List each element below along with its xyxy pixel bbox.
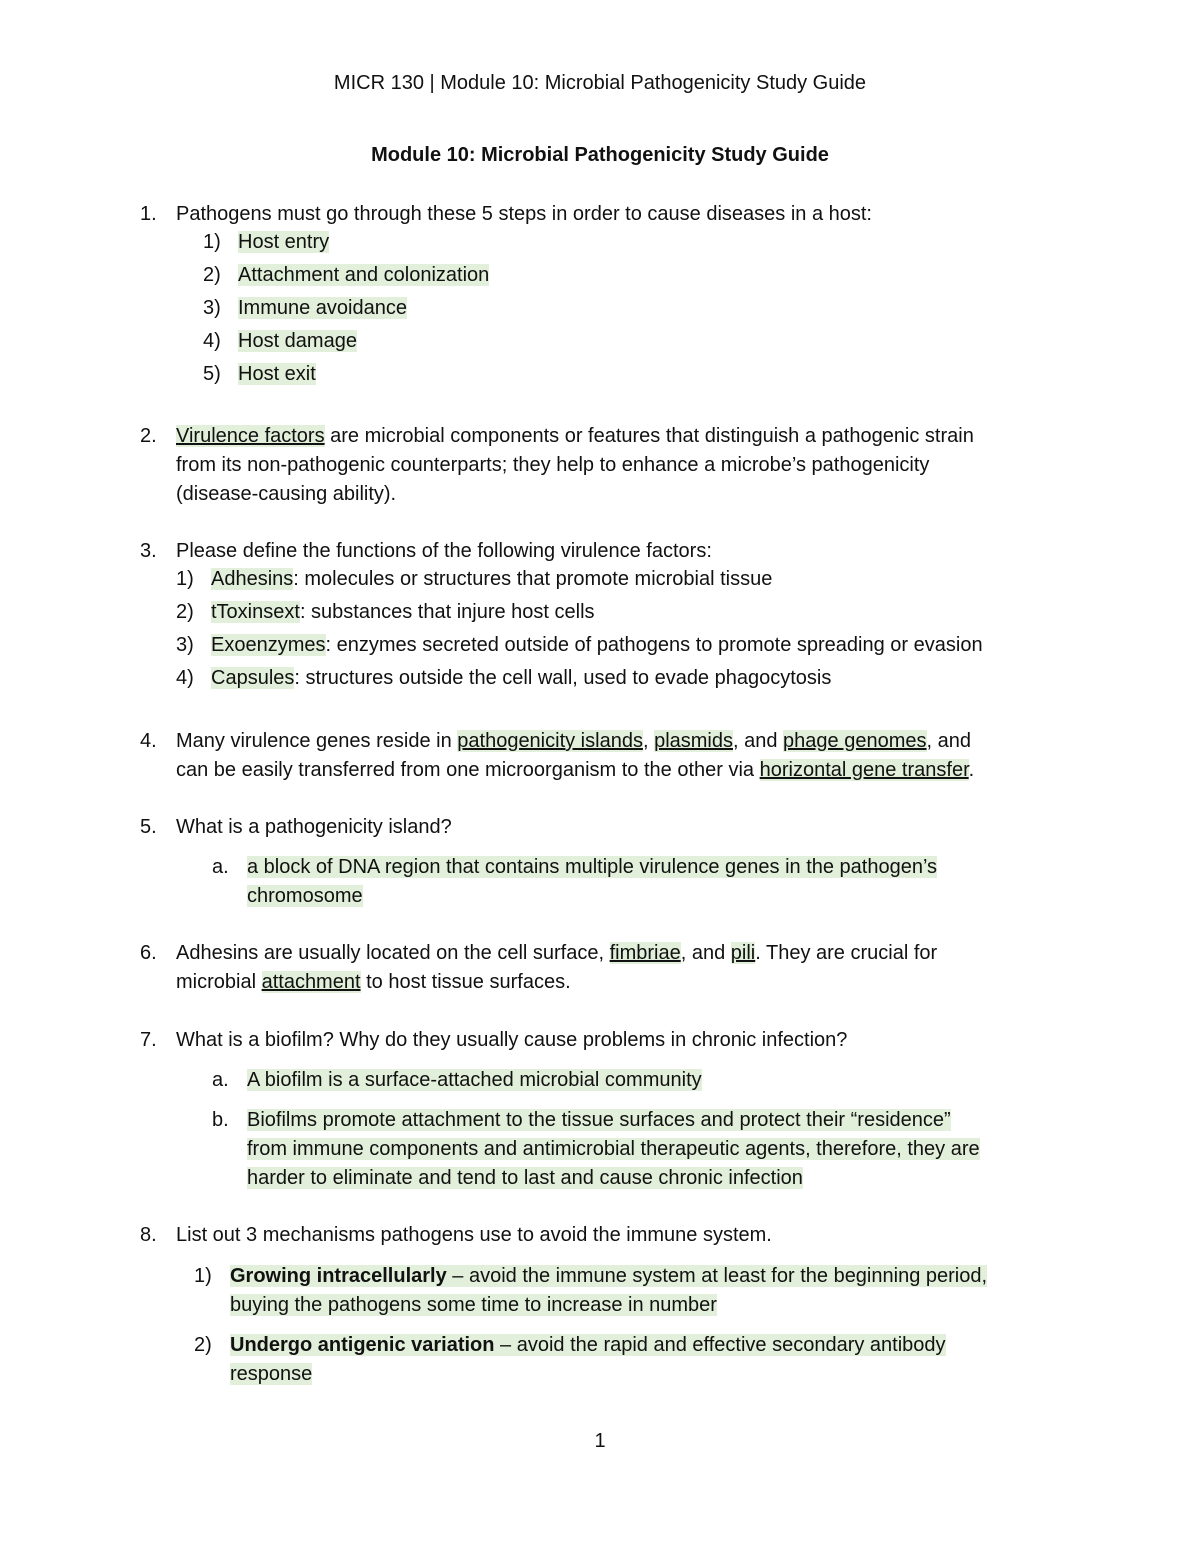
q6-text-a: Adhesins are usually located on the cell surface, — [176, 942, 610, 964]
q8-item-2-text-2: response — [230, 1363, 313, 1385]
q7-answer-a: A biofilm is a surface-attached microbial community — [247, 1069, 702, 1091]
question-5-number: 5. — [140, 816, 157, 838]
question-6-line-2 — [176, 968, 571, 996]
page-header: MICR 130 | Module 10: Microbial Pathogenicity Study Guide — [333, 72, 867, 94]
question-6-line-1 — [176, 939, 937, 967]
question-2-line-1 — [176, 422, 974, 450]
q3-item-3-number: 3) — [176, 634, 194, 656]
q4-text-c: , and — [733, 730, 784, 752]
question-2-line-2: from its non-pathogenic counterparts; they help to enhance a microbe’s pathogenicity — [176, 454, 930, 476]
question-3-text: Please define the functions of the following virulence factors: — [176, 540, 712, 562]
q4-answer-plasmids: plasmids — [654, 730, 733, 752]
q8-item-1-bold: Growing intracellularly — [230, 1265, 447, 1287]
q6-text-b: , and — [680, 942, 731, 964]
q4-text-f: . — [968, 759, 975, 781]
question-2-line-3: (disease-causing ability). — [176, 483, 397, 505]
q1-item-1-answer: Host entry — [238, 231, 330, 253]
q8-item-2-bold: Undergo antigenic variation — [230, 1334, 495, 1356]
q7-answer-b-line-1: Biofilms promote attachment to the tissue surfaces and protect their “residence” — [247, 1109, 951, 1131]
q2-term-answer: Virulence factors — [176, 425, 325, 447]
q6-answer-pili: pili — [730, 942, 756, 964]
q8-item-2-number: 2) — [194, 1334, 212, 1356]
q6-text-c: . They are crucial for — [755, 942, 938, 964]
q1-item-5-answer: Host exit — [238, 363, 316, 385]
question-2-number: 2. — [140, 425, 157, 447]
q8-item-1-answer — [230, 1265, 987, 1287]
question-8-text: List out 3 mechanisms pathogens use to avoid the immune system. — [176, 1224, 772, 1246]
page-number: 1 — [594, 1430, 606, 1452]
q7-answer-b-label: b. — [212, 1109, 229, 1131]
question-1-number: 1. — [140, 203, 157, 225]
q4-answer-phage-genomes: phage genomes — [783, 730, 927, 752]
q8-item-1-line-1 — [230, 1262, 987, 1290]
question-6-number: 6. — [140, 942, 157, 964]
question-4-line-1 — [176, 727, 971, 755]
question-3-number: 3. — [140, 540, 157, 562]
q5-answer-line-1: a block of DNA region that contains multiple virulence genes in the pathogen’s — [247, 856, 938, 878]
page-title: Module 10: Microbial Pathogenicity Study Guide — [371, 144, 829, 166]
q3-item-2-term: tToxinsext — [211, 601, 300, 623]
q4-text-b: , — [642, 730, 655, 752]
q4-text-d: , and — [926, 730, 971, 752]
q3-item-4-def: : structures outside the cell wall, used to evade phagocytosis — [294, 667, 832, 689]
q4-text-e: can be easily transferred from one microorganism to the other via — [176, 759, 760, 781]
q1-item-2-answer: Attachment and colonization — [238, 264, 490, 286]
q1-item-2-number: 2) — [203, 264, 221, 286]
question-8-number: 8. — [140, 1224, 157, 1246]
q3-item-1 — [211, 565, 772, 593]
q3-item-3-term: Exoenzymes — [211, 634, 326, 656]
q1-item-4-number: 4) — [203, 330, 221, 352]
q1-item-3-answer: Immune avoidance — [238, 297, 407, 319]
q8-item-2-answer — [230, 1334, 946, 1356]
q1-item-1-number: 1) — [203, 231, 221, 253]
q3-item-2-def: : substances that injure host cells — [299, 601, 595, 623]
question-7-text: What is a biofilm? Why do they usually cause problems in chronic infection? — [176, 1029, 848, 1051]
q7-answer-a-label: a. — [212, 1069, 229, 1091]
q6-answer-fimbriae: fimbriae — [609, 942, 681, 964]
question-5-text: What is a pathogenicity island? — [176, 816, 452, 838]
q3-item-3 — [211, 631, 983, 659]
q6-answer-attachment: attachment — [261, 971, 361, 993]
q3-item-3-def: : enzymes secreted outside of pathogens to promote spreading or evasion — [325, 634, 983, 656]
q6-text-e: to host tissue surfaces. — [360, 971, 571, 993]
q8-item-1-text-2: buying the pathogens some time to increase in number — [230, 1294, 717, 1316]
question-7-number: 7. — [140, 1029, 157, 1051]
q6-text-d: microbial — [176, 971, 262, 993]
q8-item-2-line-1 — [230, 1331, 946, 1359]
q2-text-1: are microbial components or features that distinguish a pathogenic strain — [324, 425, 974, 447]
q8-item-1-text-1: – avoid the immune system at least for the beginning period, — [446, 1265, 988, 1287]
q3-item-4 — [211, 664, 831, 692]
q4-answer-horizontal-gene-transfer: horizontal gene transfer — [759, 759, 969, 781]
question-4-line-2 — [176, 756, 974, 784]
q3-item-4-term: Capsules — [211, 667, 295, 689]
q8-item-2-text-1: – avoid the rapid and effective secondary antibody — [494, 1334, 946, 1356]
q1-item-5-number: 5) — [203, 363, 221, 385]
q3-item-2-number: 2) — [176, 601, 194, 623]
q1-item-3-number: 3) — [203, 297, 221, 319]
q4-answer-pathogenicity-islands: pathogenicity islands — [457, 730, 643, 752]
q7-answer-b-line-3: harder to eliminate and tend to last and cause chronic infection — [247, 1167, 803, 1189]
q1-item-4-answer: Host damage — [238, 330, 357, 352]
question-4-number: 4. — [140, 730, 157, 752]
question-1-text: Pathogens must go through these 5 steps in order to cause diseases in a host: — [176, 203, 872, 225]
q3-item-1-number: 1) — [176, 568, 194, 590]
q3-item-2 — [211, 598, 595, 626]
q7-answer-b-line-2: from immune components and antimicrobial therapeutic agents, therefore, they are — [247, 1138, 980, 1160]
q3-item-1-term: Adhesins — [211, 568, 294, 590]
q5-answer-label: a. — [212, 856, 229, 878]
q8-item-1-number: 1) — [194, 1265, 212, 1287]
q5-answer-line-2: chromosome — [247, 885, 363, 907]
q4-text-a: Many virulence genes reside in — [176, 730, 458, 752]
q3-item-1-def: : molecules or structures that promote microbial tissue — [293, 568, 773, 590]
q3-item-4-number: 4) — [176, 667, 194, 689]
